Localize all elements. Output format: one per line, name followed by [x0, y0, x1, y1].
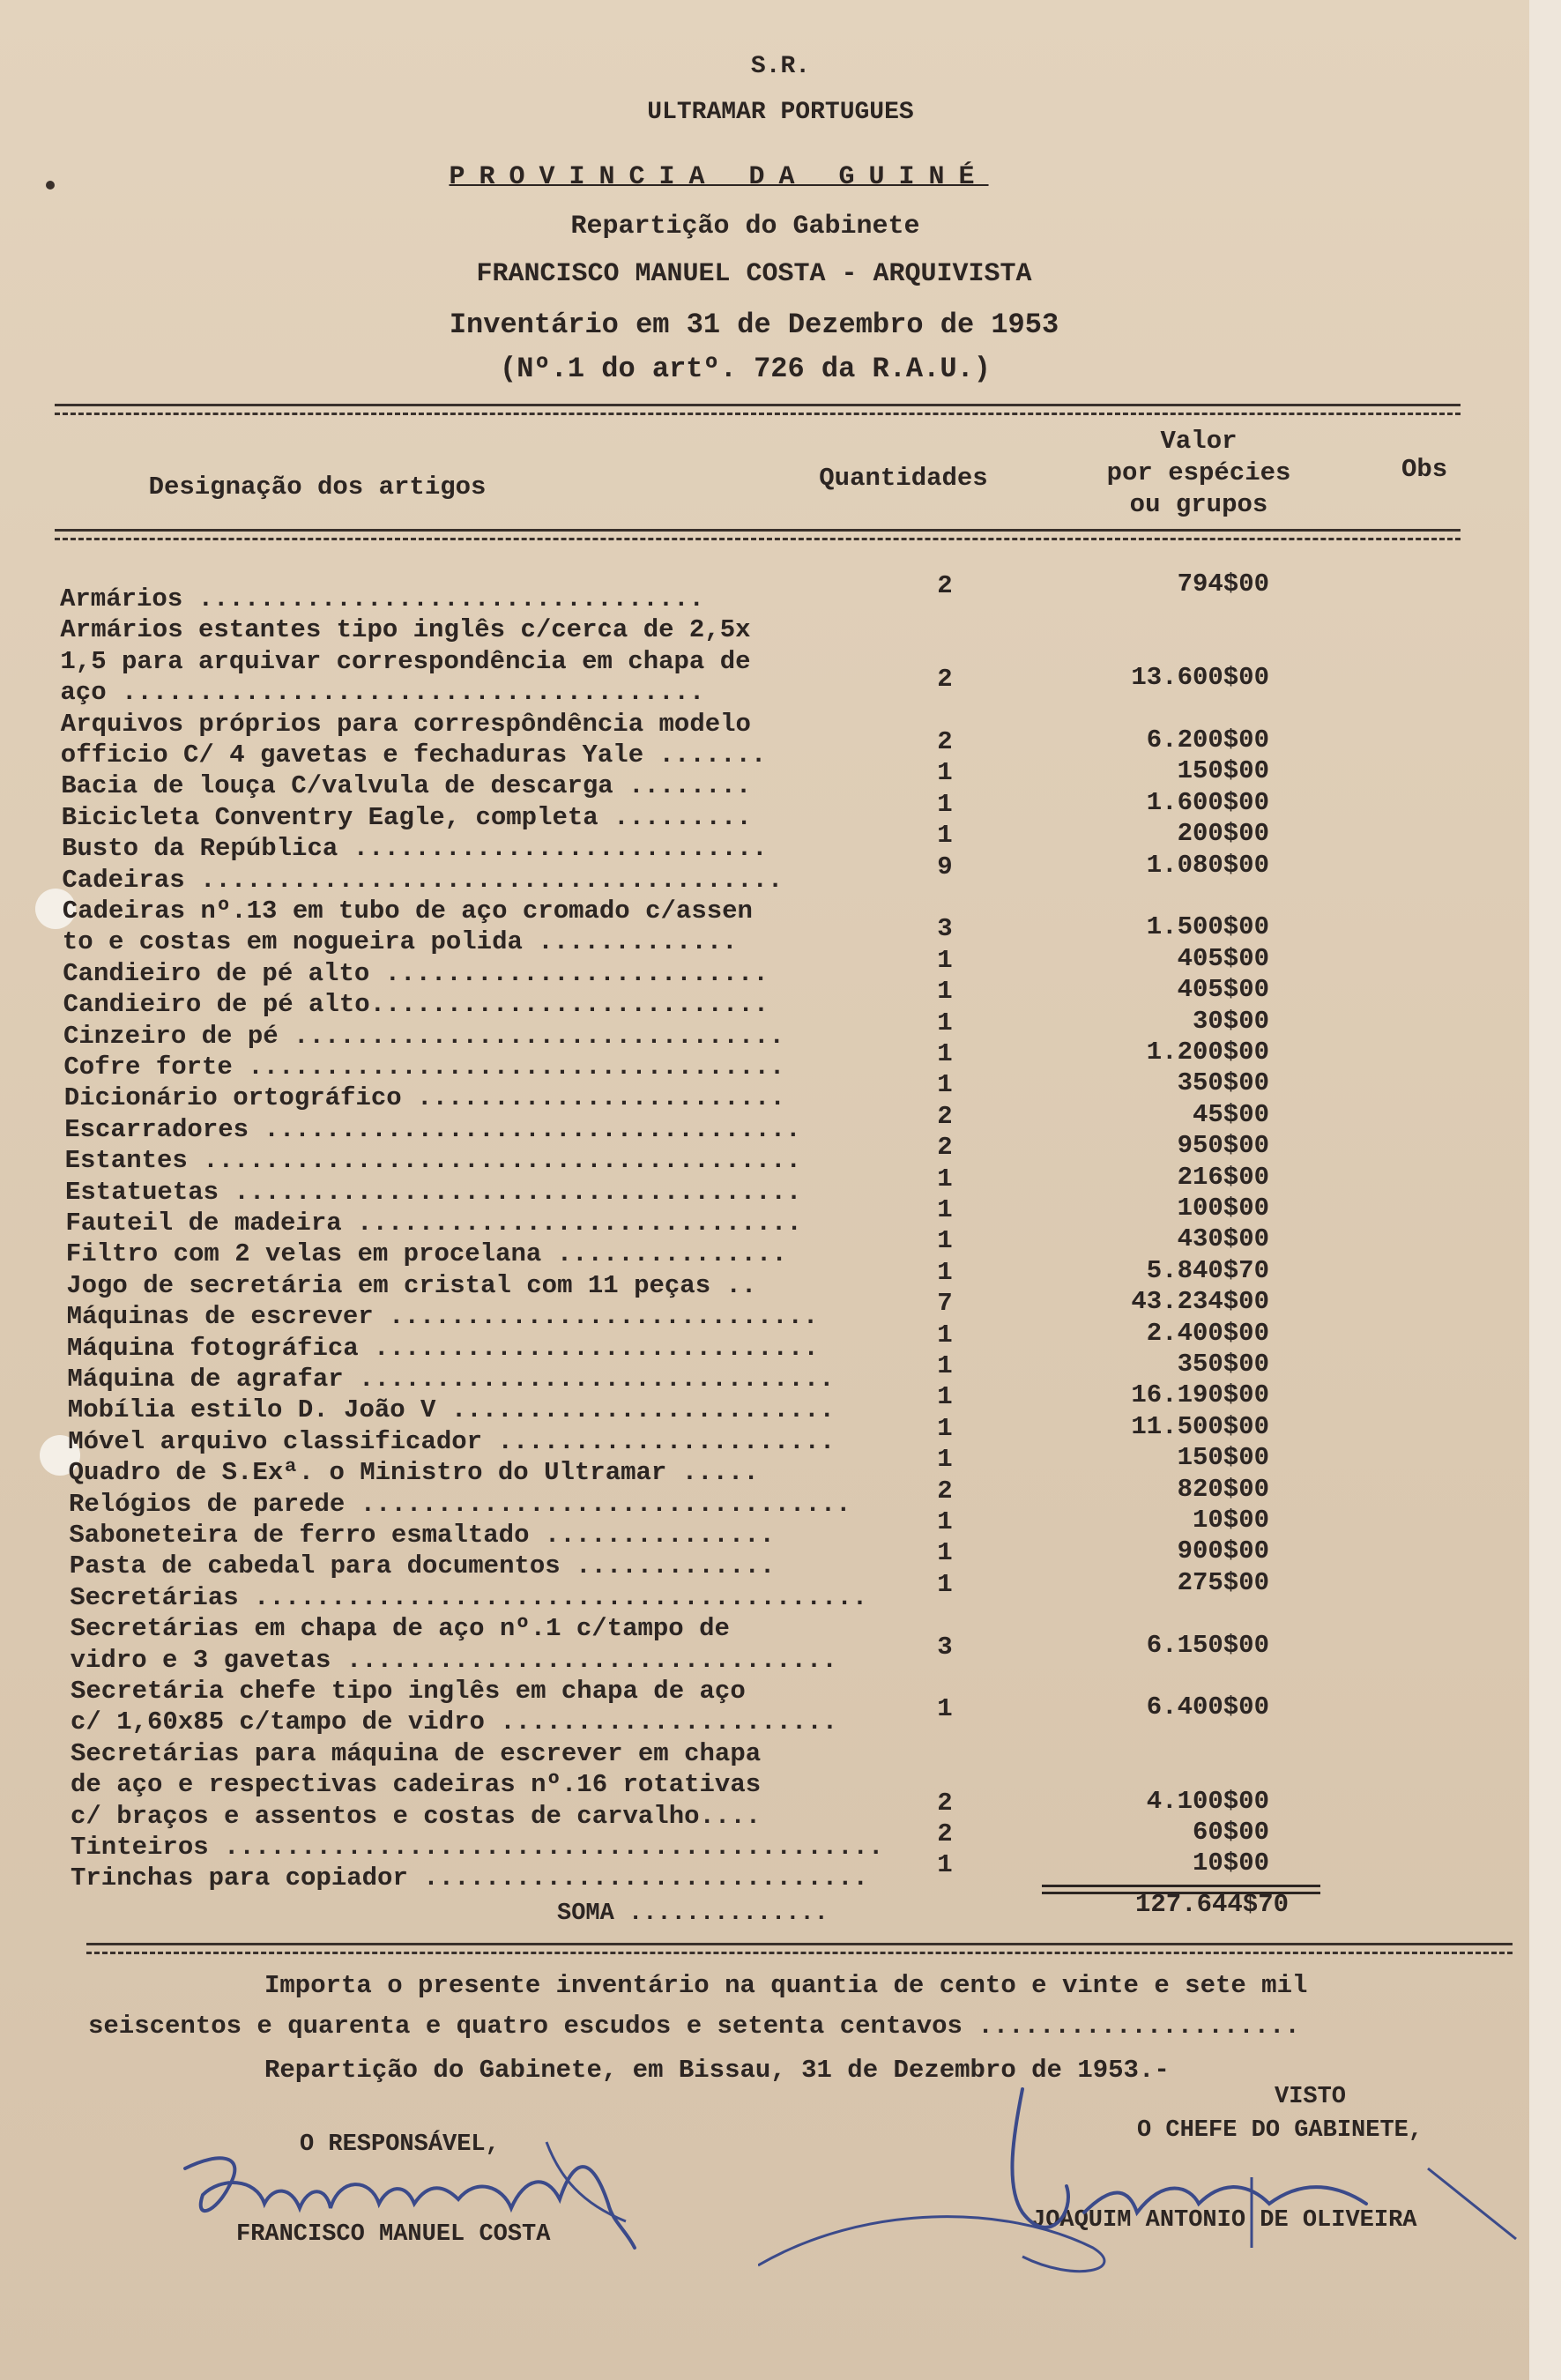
item-quantity: 1	[937, 1195, 953, 1224]
item-description: Secretárias em chapa de aço nº.1 c/tampo de	[70, 1614, 730, 1644]
item-quantity: 1	[937, 1320, 953, 1350]
item-quantity: 1	[937, 1257, 953, 1287]
item-description: to e costas em nogueira polida .............	[62, 927, 738, 957]
item-description: de aço e respectivas cadeiras nº.16 rotativas	[71, 1770, 762, 1800]
item-description: 1,5 para arquivar correspondência em chapa de	[60, 646, 751, 676]
item-description: Estantes .......................................	[64, 1146, 801, 1176]
column-value-line3: ou grupos	[1129, 490, 1268, 519]
closing-rule	[86, 1943, 1513, 1945]
header-sr: S.R.	[750, 53, 811, 80]
item-value: 1.500$00	[1146, 912, 1269, 942]
item-description: Filtro com 2 velas em procelana ...............	[65, 1239, 787, 1269]
header-rule-bottom	[55, 529, 1461, 532]
item-quantity: 1	[937, 945, 953, 975]
item-value: 6.400$00	[1146, 1692, 1269, 1722]
header-rule-dashed	[55, 413, 1461, 415]
chefe-name: JOAQUIM ANTONIO DE OLIVEIRA	[1031, 2207, 1417, 2234]
item-description: Secretárias ........................................	[70, 1582, 868, 1612]
item-value: 1.080$00	[1146, 850, 1269, 880]
item-quantity: 1	[937, 1039, 953, 1068]
item-description: Máquina fotográfica .............................	[67, 1333, 819, 1363]
sum-rule-1	[1042, 1885, 1320, 1887]
item-quantity: 1	[937, 1694, 953, 1724]
item-value: 150$00	[1177, 1443, 1269, 1473]
header-provincia: PROVINCIA DA GUINÉ	[449, 162, 989, 192]
item-description: Armários .................................	[60, 584, 704, 614]
item-quantity: 2	[937, 1133, 953, 1163]
header-inventario: Inventário em 31 de Dezembro de 1953	[449, 309, 1059, 341]
item-quantity: 1	[937, 1351, 953, 1380]
item-description: c/ braços e assentos e costas de carvalho....	[71, 1801, 762, 1831]
item-quantity: 2	[937, 665, 953, 695]
item-description: aço ......................................	[60, 678, 705, 708]
item-value: 43.234$00	[1131, 1287, 1269, 1317]
item-description: Armários estantes tipo inglês c/cerca de 2,5x	[60, 615, 751, 645]
signature-chefe	[758, 2080, 1534, 2292]
header-reference: (Nº.1 do artº. 726 da R.A.U.)	[500, 353, 991, 385]
item-description: Cinzeiro de pé ................................	[63, 1021, 784, 1051]
column-value-line1: Valor	[1160, 427, 1238, 456]
item-description: Trinchas para copiador .............................	[71, 1863, 868, 1893]
closing-rule-dashed	[86, 1952, 1513, 1954]
item-description: Máquinas de escrever ............................	[66, 1302, 819, 1332]
item-description: officio C/ 4 gavetas e fechaduras Yale .......	[60, 740, 767, 770]
item-value: 45$00	[1192, 1099, 1269, 1129]
item-description: Cofre forte ...................................	[63, 1052, 785, 1082]
item-description: Máquina de agrafar ...............................	[67, 1365, 835, 1394]
item-quantity: 1	[937, 1413, 953, 1443]
header-reparticao: Repartição do Gabinete	[570, 212, 920, 242]
item-value: 405$00	[1177, 943, 1269, 973]
item-description: Cadeiras nº.13 em tubo de aço cromado c/assen	[62, 896, 753, 926]
item-value: 794$00	[1177, 569, 1269, 599]
item-description: Tinteiros ...........................................	[71, 1833, 884, 1862]
item-description: Bicicleta Conventry Eagle, completa .........	[61, 802, 752, 832]
signature-responsavel	[167, 2124, 732, 2257]
closing-line1: Importa o presente inventário na quantia de cento e vinte e sete mil	[264, 1971, 1308, 2000]
item-description: Bacia de louça C/valvula de descarga ........	[61, 771, 752, 801]
item-description: Arquivos próprios para correspôndência modelo	[60, 709, 751, 739]
closing-line3: Repartição do Gabinete, em Bissau, 31 de Dezembro de 1953.-	[264, 2056, 1170, 2085]
header-rule-bottom-dashed	[55, 538, 1461, 540]
total-value: 127.644$70	[1134, 1890, 1289, 1919]
item-value: 1.200$00	[1146, 1038, 1269, 1067]
column-designation: Designação dos artigos	[148, 472, 487, 502]
item-description: Mobília estilo D. João V .........................	[67, 1395, 835, 1425]
responsavel-name: FRANCISCO MANUEL COSTA	[236, 2221, 551, 2248]
item-description: Quadro de S.Exª. o Ministro do Ultramar .....	[68, 1458, 759, 1488]
item-description: Escarradores ...................................	[64, 1114, 801, 1144]
item-description: Secretárias para máquina de escrever em chapa	[71, 1738, 762, 1768]
column-value-line2: por espécies	[1106, 458, 1291, 487]
item-quantity: 1	[937, 1445, 953, 1475]
item-description: Candieiro de pé alto .........................	[63, 958, 769, 988]
item-quantity: 1	[937, 1164, 953, 1194]
item-description: Relógios de parede ................................	[69, 1489, 851, 1519]
column-quantities: Quantidades	[819, 464, 988, 493]
item-value: 430$00	[1177, 1224, 1269, 1254]
item-value: 6.200$00	[1146, 725, 1269, 755]
item-value: 30$00	[1192, 1006, 1269, 1036]
item-value: 350$00	[1177, 1350, 1269, 1379]
chefe-title: O CHEFE DO GABINETE,	[1137, 2117, 1423, 2144]
header-ultramar: ULTRAMAR PORTUGUES	[647, 99, 914, 126]
item-value: 2.400$00	[1146, 1318, 1269, 1348]
item-value: 1.600$00	[1146, 787, 1269, 817]
item-quantity: 9	[937, 852, 953, 881]
item-quantity: 3	[937, 1632, 953, 1662]
item-description: Móvel arquivo classificador ......................	[68, 1426, 836, 1456]
item-value: 4.100$00	[1146, 1786, 1269, 1816]
item-quantity: 1	[937, 758, 953, 788]
header-rule-top	[55, 404, 1461, 406]
item-description: Candieiro de pé alto..........................	[63, 990, 769, 1020]
item-quantity: 7	[937, 1289, 953, 1319]
item-quantity: 2	[937, 1101, 953, 1131]
item-description: vidro e 3 gavetas ................................	[70, 1645, 837, 1675]
item-description: Busto da República ...........................	[62, 834, 768, 864]
item-quantity: 3	[937, 914, 953, 944]
total-label: SOMA ..............	[557, 1900, 829, 1927]
item-quantity: 2	[937, 727, 953, 756]
item-quantity: 1	[937, 1569, 953, 1599]
item-quantity: 1	[937, 1850, 953, 1880]
item-value: 60$00	[1192, 1818, 1269, 1847]
item-value: 10$00	[1192, 1506, 1269, 1535]
item-description: Cadeiras ......................................	[62, 865, 784, 895]
item-value: 820$00	[1177, 1474, 1269, 1504]
item-quantity: 1	[937, 1008, 953, 1038]
item-quantity: 1	[937, 1226, 953, 1256]
item-value: 950$00	[1177, 1131, 1269, 1161]
item-value: 16.190$00	[1131, 1380, 1269, 1410]
item-description: Dicionário ortográfico ........................	[63, 1083, 785, 1113]
item-description: Pasta de cabedal para documentos .............	[69, 1551, 776, 1581]
item-quantity: 1	[937, 821, 953, 851]
item-value: 150$00	[1177, 756, 1269, 786]
item-value: 216$00	[1177, 1162, 1269, 1192]
item-value: 5.840$70	[1146, 1255, 1269, 1285]
item-description: Secretária chefe tipo inglês em chapa de aço	[71, 1677, 746, 1706]
header-arquivista: FRANCISCO MANUEL COSTA - ARQUIVISTA	[476, 259, 1032, 289]
item-value: 405$00	[1177, 975, 1269, 1005]
item-quantity: 2	[937, 571, 953, 600]
item-value: 100$00	[1177, 1194, 1269, 1223]
item-value: 900$00	[1177, 1536, 1269, 1566]
item-value: 11.500$00	[1131, 1411, 1269, 1441]
item-value: 275$00	[1177, 1567, 1269, 1597]
item-description: Estatuetas .....................................	[65, 1177, 802, 1207]
item-value: 200$00	[1177, 819, 1269, 849]
item-value: 350$00	[1177, 1068, 1269, 1098]
item-quantity: 1	[937, 1382, 953, 1412]
responsavel-title: O RESPONSÁVEL,	[300, 2131, 500, 2158]
item-value: 10$00	[1192, 1848, 1269, 1878]
item-quantity: 1	[937, 977, 953, 1007]
page-edge	[1529, 0, 1561, 2380]
item-description: Saboneteira de ferro esmaltado ...............	[69, 1521, 775, 1550]
item-description: Fauteil de madeira .............................	[65, 1209, 802, 1238]
item-quantity: 1	[937, 1538, 953, 1568]
item-description: c/ 1,60x85 c/tampo de vidro ......................	[71, 1707, 838, 1737]
column-obs: Obs	[1401, 455, 1448, 484]
closing-line2: seiscentos e quarenta e quatro escudos e setenta centavos .....................	[88, 2012, 1300, 2041]
item-quantity: 2	[937, 1476, 953, 1506]
item-value: 13.600$00	[1131, 663, 1269, 693]
item-description: Jogo de secretária em cristal com 11 peças ..	[66, 1270, 757, 1300]
visto-label: VISTO	[1275, 2084, 1347, 2110]
item-quantity: 1	[937, 789, 953, 819]
item-value: 6.150$00	[1146, 1630, 1269, 1660]
item-quantity: 2	[937, 1788, 953, 1818]
item-quantity: 2	[937, 1819, 953, 1848]
item-quantity: 1	[937, 1070, 953, 1100]
item-quantity: 1	[937, 1507, 953, 1536]
